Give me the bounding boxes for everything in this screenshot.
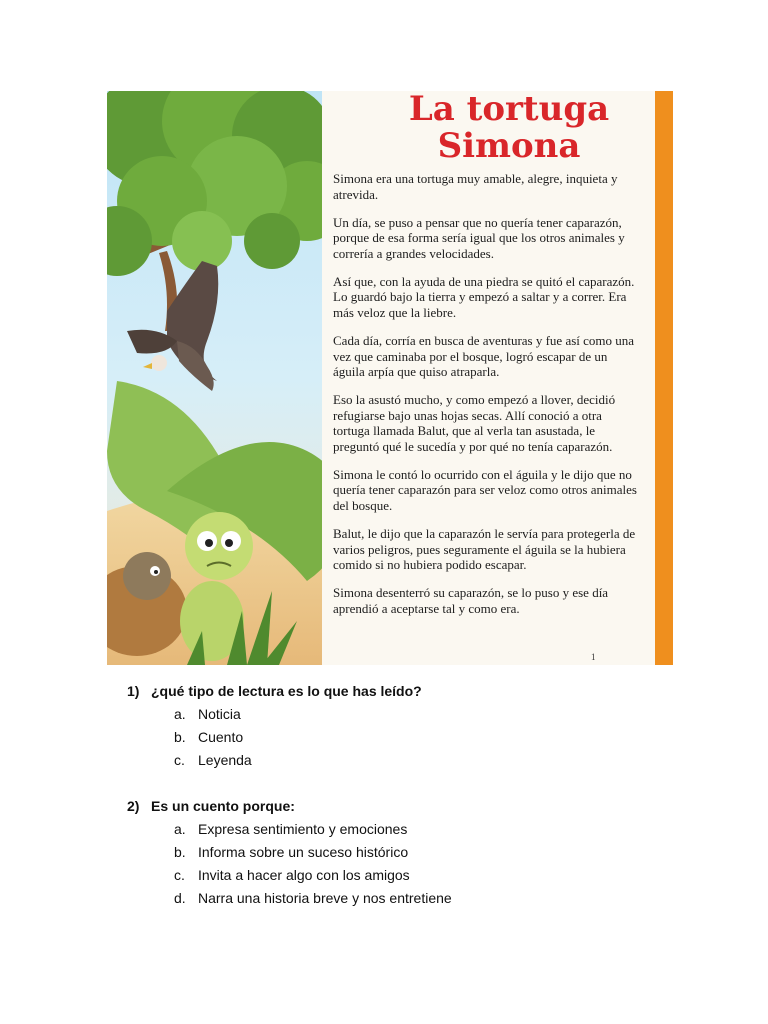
story-image	[107, 91, 673, 665]
option-letter: a.	[174, 706, 186, 722]
story-title-line-2: Simona	[437, 126, 581, 166]
option-item	[174, 726, 687, 749]
question-number: 1)	[127, 683, 140, 699]
question-number: 2)	[127, 798, 140, 814]
option-text: Expresa sentimiento y emociones	[198, 821, 408, 837]
story-paragraph: Simona desenterró su caparazón, se lo puso y ese día aprendió a aceptarse tal y como era.	[333, 585, 609, 616]
story-title	[379, 91, 639, 165]
option-item	[174, 864, 687, 887]
option-item	[174, 841, 687, 864]
story-paragraph: Simona era una tortuga muy amable, alegre, inquieta y atrevida.	[333, 171, 618, 202]
question-2	[127, 795, 687, 910]
option-letter: c.	[174, 752, 185, 768]
option-item	[174, 749, 687, 772]
option-text: Noticia	[198, 706, 241, 722]
story-paragraph: Cada día, corría en busca de aventuras y fue así como una vez que caminaba por el bosque, logró escapar de un águila arpía que quiso atraparla.	[333, 332, 635, 380]
option-text: Informa sobre un suceso histórico	[198, 844, 409, 860]
question-1	[127, 680, 687, 772]
option-text: Cuento	[198, 729, 244, 745]
option-letter: a.	[174, 821, 186, 837]
question-heading	[127, 795, 687, 818]
option-letter: c.	[174, 867, 185, 883]
option-letter: d.	[174, 890, 186, 906]
story-paragraph: Un día, se puso a pensar que no quería tener caparazón, porque de esa forma sería igual que los otros animales y correría a grandes velocidades.	[333, 214, 625, 261]
option-text: Invita a hacer algo con los amigos	[198, 867, 410, 883]
story-title-line-1: La tortuga	[408, 91, 610, 129]
option-item	[174, 818, 687, 841]
option-item	[174, 703, 687, 726]
story-text	[333, 171, 637, 629]
option-text: Leyenda	[198, 752, 252, 768]
option-text: Narra una historia breve y nos entretiene	[198, 890, 452, 906]
question-heading	[127, 680, 687, 703]
option-letter: b.	[174, 844, 186, 860]
question-text: Es un cuento porque:	[151, 798, 295, 814]
page-mark: 1	[591, 652, 596, 662]
options-list	[127, 703, 687, 772]
questions-section	[127, 680, 687, 910]
story-paragraph: Así que, con la ayuda de una piedra se quitó el caparazón. Lo guardó bajo la tierra y empezó a saltar y a correr. Era más veloz que la liebre.	[333, 273, 635, 320]
story-paragraph: Simona le contó lo ocurrido con el águila y le dijo que no quería tener caparazón para ser veloz como otros animales del bosque.	[333, 466, 637, 514]
options-list	[127, 818, 687, 910]
option-item	[174, 887, 687, 910]
story-paragraph: Balut, le dijo que la caparazón le servía para protegerla de varios peligros, pues seguramente el águila se la hubiera comido si no hubiera podido escapar.	[333, 526, 636, 573]
option-letter: b.	[174, 729, 186, 745]
question-text: ¿qué tipo de lectura es lo que has leído?	[151, 683, 422, 699]
story-paragraph: Eso la asustó mucho, y como empezó a llover, decidió refugiarse bajo unas hojas secas. Allí conoció a otra tortuga llamada Balut, que al verla tan asustada, le preguntó qué le sucedía y por qué no tenía caparazón.	[333, 392, 616, 454]
orange-accent-bar	[655, 91, 673, 665]
